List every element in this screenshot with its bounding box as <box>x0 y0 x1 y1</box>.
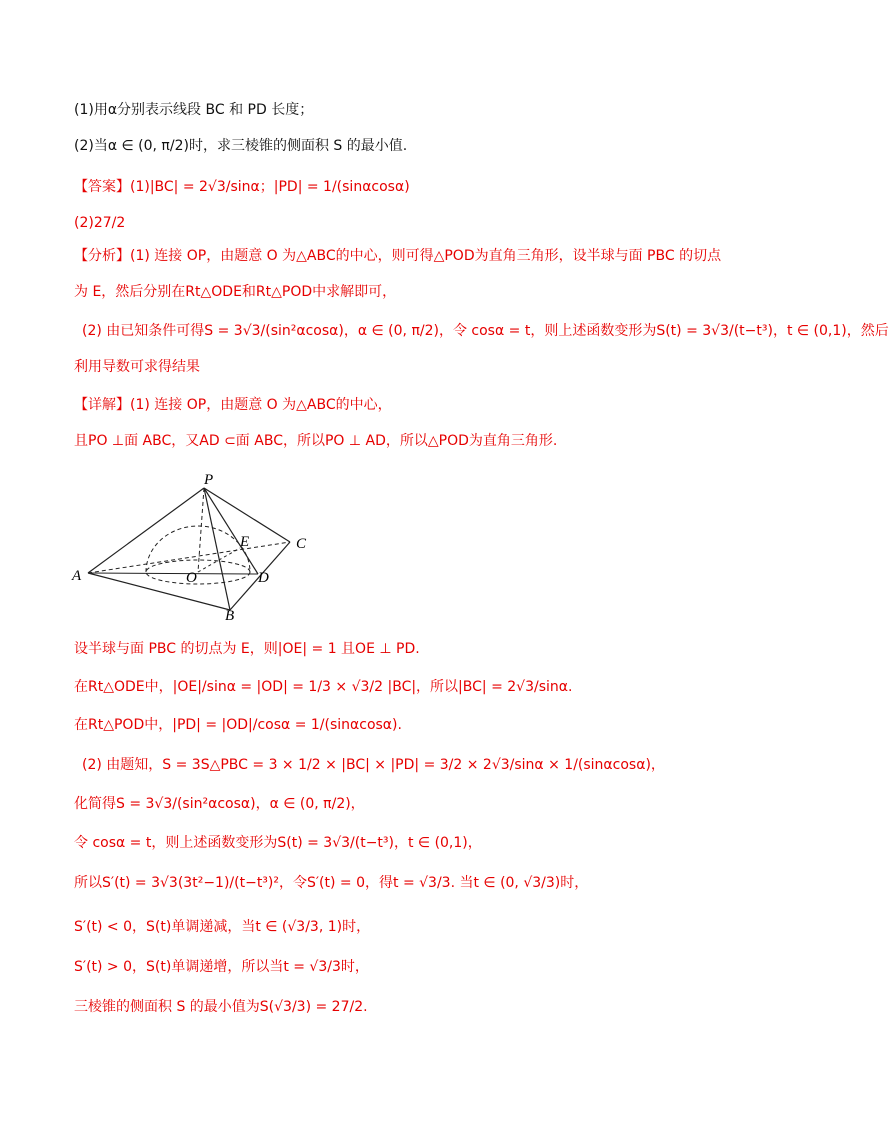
pyramid-figure <box>70 470 330 624</box>
answer-line-2: (2)27/2 <box>74 215 126 231</box>
pyramid-diagram <box>70 470 330 624</box>
label-A: A <box>72 568 82 584</box>
label-C: C <box>296 536 307 552</box>
solution-line-3: 在Rt△POD中，|PD| = |OD|/cosα = 1/(sinαcosα). <box>74 717 402 733</box>
segment-PO <box>198 488 204 572</box>
edge-PB <box>204 488 230 610</box>
analysis-line-3: (2) 由已知条件可得S = 3√3/(sin²αcosα)，α ∈ (0, π/2)，令 cosα = t，则上述函数变形为S(t) = 3√3/(t−t³)，t ∈ (0,1)，然后 <box>82 323 889 339</box>
solution-line-9: S′(t) > 0，S(t)单调递增，所以当t = √3/3时， <box>74 959 369 975</box>
analysis-line-1: 【分析】(1) 连接 OP，由题意 O 为△ABC的中心，则可得△POD为直角三角形，设半球与面 PBC 的切点 <box>74 248 722 264</box>
solution-line-10: 三棱锥的侧面积 S 的最小值为S(√3/3) = 27/2. <box>74 999 368 1015</box>
solution-line-7: 所以S′(t) = 3√3(3t²−1)/(t−t³)²，令S′(t) = 0，得t = √3/3. 当t ∈ (0, √3/3)时， <box>74 875 589 891</box>
segment-OE <box>198 548 240 572</box>
solution-line-8: S′(t) < 0，S(t)单调递减，当t ∈ (√3/3, 1)时， <box>74 919 371 935</box>
label-P: P <box>204 472 214 488</box>
label-E: E <box>240 534 250 550</box>
label-O: O <box>186 570 197 586</box>
label-B: B <box>225 608 235 624</box>
label-D: D <box>258 570 269 586</box>
analysis-line-2: 为 E，然后分别在Rt△ODE和Rt△POD中求解即可， <box>74 284 397 300</box>
solution-line-1: 设半球与面 PBC 的切点为 E，则|OE| = 1 且OE ⊥ PD. <box>74 641 420 657</box>
detail-line-2: 且PO ⊥面 ABC，又AD ⊂面 ABC，所以PO ⊥ AD，所以△POD为直角三角形. <box>74 433 558 449</box>
edge-AB <box>88 573 230 610</box>
question-part-2: (2)当α ∈ (0, π/2)时，求三棱锥的侧面积 S 的最小值. <box>74 138 408 154</box>
solution-line-2: 在Rt△ODE中，|OE|/sinα = |OD| = 1/3 × √3/2 |BC|，所以|BC| = 2√3/sinα. <box>74 679 573 695</box>
solution-line-4: (2) 由题知，S = 3S△PBC = 3 × 1/2 × |BC| × |PD| = 3/2 × 2√3/sinα × 1/(sinαcosα)， <box>82 757 665 773</box>
question-part-1: (1)用α分别表示线段 BC 和 PD 长度； <box>74 102 314 118</box>
answer-line-1: 【答案】(1)|BC| = 2√3/sinα；|PD| = 1/(sinαcosα) <box>74 179 410 195</box>
detail-line-1: 【详解】(1) 连接 OP，由题意 O 为△ABC的中心， <box>74 397 392 413</box>
segment-AD <box>88 573 258 574</box>
solution-line-6: 令 cosα = t，则上述函数变形为S(t) = 3√3/(t−t³)，t ∈ (0,1)， <box>74 835 482 851</box>
solution-line-5: 化简得S = 3√3/(sin²αcosα)，α ∈ (0, π/2)， <box>74 796 365 812</box>
edge-AC <box>88 542 290 573</box>
segment-PD <box>204 488 258 574</box>
analysis-line-4: 利用导数可求得结果 <box>74 359 200 375</box>
